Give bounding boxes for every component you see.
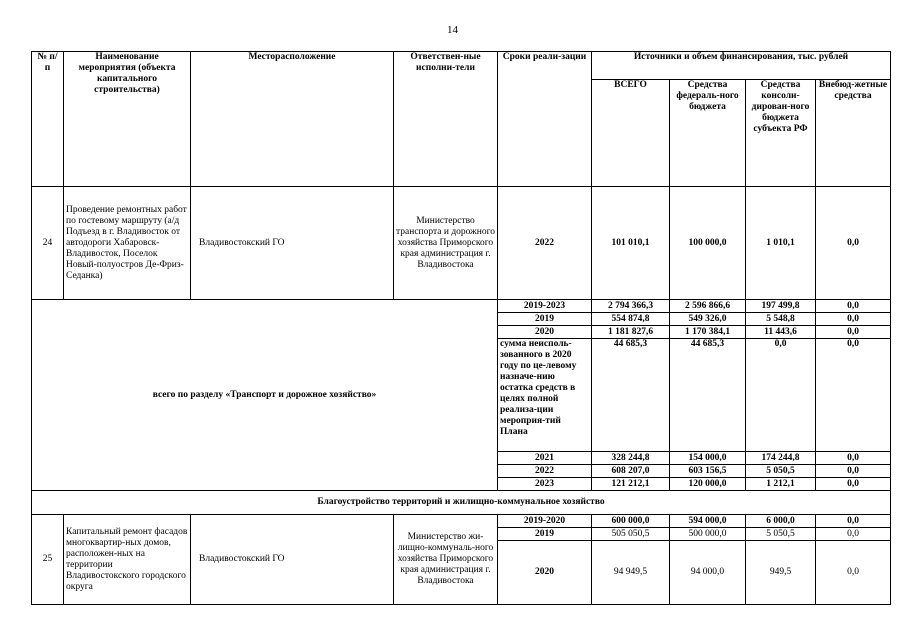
summary-term: 2023 — [498, 478, 592, 491]
row25-federal: 594 000,0 — [670, 515, 746, 528]
row25-consolidated: 5 050,5 — [746, 528, 816, 541]
section-row — [32, 491, 891, 515]
summary-federal: 44 685,3 — [670, 339, 746, 452]
summary-total: 2 794 366,3 — [592, 300, 670, 313]
row25-location: Владивостокский ГО — [191, 515, 394, 605]
summary-row — [32, 300, 891, 313]
section-title: Благоустройство территорий и жилищно-коммунальное хозяйство — [32, 491, 891, 515]
row25-executors: Министерство жи-лищно-коммуналь-ного хозяйства Приморского края администрация г. Владивостока — [394, 515, 498, 605]
row25-consolidated: 6 000,0 — [746, 515, 816, 528]
page-number: 14 — [447, 24, 458, 36]
summary-consolidated: 174 244,8 — [746, 452, 816, 465]
row25-term: 2019-2020 — [498, 515, 592, 528]
summary-extrabudget: 0,0 — [816, 465, 891, 478]
row25-num: 25 — [32, 515, 64, 605]
summary-extrabudget: 0,0 — [816, 326, 891, 339]
row25-federal: 500 000,0 — [670, 528, 746, 541]
row25-total: 94 949,5 — [592, 541, 670, 605]
row25-federal: 94 000,0 — [670, 541, 746, 605]
row24-consolidated: 1 010,1 — [746, 187, 816, 300]
row24-name: Проведение ремонтных работ по гостевому маршруту (а/д Подъезд в г. Владивосток от автодороги Хабаровск-Владивосток, Поселок Новый-полуостров Де-Фриз-Седанка) — [64, 187, 191, 300]
summary-extrabudget: 0,0 — [816, 300, 891, 313]
summary-total: 121 212,1 — [592, 478, 670, 491]
header-consolidated: Средства консоли-дирован-ного бюджета субъекта РФ — [746, 80, 816, 187]
summary-term: сумма неисполь-зованного в 2020 году по це-левому назначе-нию остатка средств в целях полной реализа-ции мероприя-тий Плана — [498, 339, 592, 452]
summary-total: 328 244,8 — [592, 452, 670, 465]
summary-consolidated: 0,0 — [746, 339, 816, 452]
summary-federal: 603 156,5 — [670, 465, 746, 478]
transport-summary-label: всего по разделу «Транспорт и дорожное хозяйство» — [32, 300, 498, 491]
row25-term: 2020 — [498, 541, 592, 605]
summary-federal: 120 000,0 — [670, 478, 746, 491]
summary-total: 554 874,8 — [592, 313, 670, 326]
summary-extrabudget: 0,0 — [816, 313, 891, 326]
header-num: № п/ п — [32, 52, 64, 187]
row25-total: 600 000,0 — [592, 515, 670, 528]
summary-consolidated: 5 050,5 — [746, 465, 816, 478]
row25-extrabudget: 0,0 — [816, 528, 891, 541]
row25-extrabudget: 0,0 — [816, 515, 891, 528]
row24-executors: Министерство транспорта и дорожного хозяйства Приморского края администрация г. Владивостока — [394, 187, 498, 300]
summary-consolidated: 11 443,6 — [746, 326, 816, 339]
summary-federal: 1 170 384,1 — [670, 326, 746, 339]
row24-extrabudget: 0,0 — [816, 187, 891, 300]
row25-consolidated: 949,5 — [746, 541, 816, 605]
summary-consolidated: 5 548,8 — [746, 313, 816, 326]
summary-term: 2021 — [498, 452, 592, 465]
header-terms: Сроки реали-зации — [498, 52, 592, 187]
row25-extrabudget: 0,0 — [816, 541, 891, 605]
summary-term: 2020 — [498, 326, 592, 339]
header-federal: Средства федераль-ного бюджета — [670, 80, 746, 187]
row24-total: 101 010,1 — [592, 187, 670, 300]
summary-term: 2022 — [498, 465, 592, 478]
summary-term: 2019 — [498, 313, 592, 326]
row25-total: 505 050,5 — [592, 528, 670, 541]
header-row — [32, 52, 891, 80]
summary-consolidated: 197 499,8 — [746, 300, 816, 313]
row24-term: 2022 — [498, 187, 592, 300]
summary-total: 1 181 827,6 — [592, 326, 670, 339]
summary-federal: 549 326,0 — [670, 313, 746, 326]
summary-federal: 2 596 866,6 — [670, 300, 746, 313]
summary-federal: 154 000,0 — [670, 452, 746, 465]
header-extrabudget: Внебюд-жетные средства — [816, 80, 891, 187]
summary-term: 2019-2023 — [498, 300, 592, 313]
row24-location: Владивостокский ГО — [191, 187, 394, 300]
summary-total: 608 207,0 — [592, 465, 670, 478]
header-name: Наименование мероприятия (объекта капитального строительства) — [64, 52, 191, 187]
header-executors: Ответствен-ные исполни-тели — [394, 52, 498, 187]
header-total: ВСЕГО — [592, 80, 670, 187]
row25-name: Капитальный ремонт фасадов многоквартир-ных домов, расположен-ных на территории Владивостокского городского округа — [64, 515, 191, 605]
summary-extrabudget: 0,0 — [816, 478, 891, 491]
summary-extrabudget: 0,0 — [816, 339, 891, 452]
row24-federal: 100 000,0 — [670, 187, 746, 300]
summary-total: 44 685,3 — [592, 339, 670, 452]
header-sources: Источники и объем финансирования, тыс. рублей — [592, 52, 891, 80]
header-location: Месторасположение — [191, 52, 394, 187]
row25-term: 2019 — [498, 528, 592, 541]
summary-extrabudget: 0,0 — [816, 452, 891, 465]
financing-table — [31, 51, 891, 605]
row24-num: 24 — [32, 187, 64, 300]
summary-consolidated: 1 212,1 — [746, 478, 816, 491]
table-row-24 — [32, 187, 891, 300]
table-row-25 — [32, 515, 891, 528]
